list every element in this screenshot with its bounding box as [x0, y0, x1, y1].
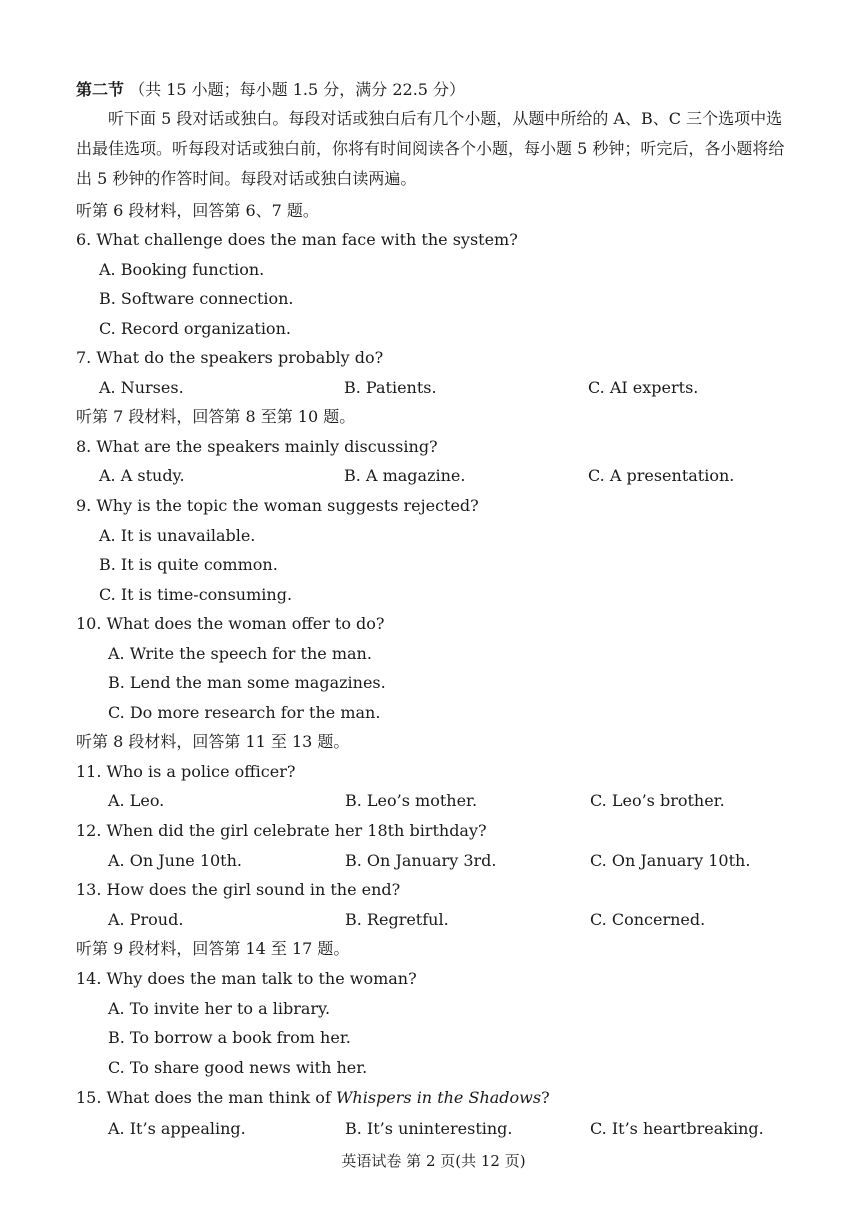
- section-note: （共 15 小题；每小题 1.5 分，满分 22.5 分）: [129, 80, 466, 99]
- option-b: B. To borrow a book from her.: [108, 1028, 351, 1047]
- question-stem: 7. What do the speakers probably do?: [76, 348, 384, 367]
- group-heading: 听第 8 段材料，回答第 11 至 13 题。: [76, 732, 350, 751]
- option-b: B. Patients.: [344, 378, 437, 397]
- option-a: A. Nurses.: [99, 378, 184, 397]
- option-b: B. On January 3rd.: [345, 851, 497, 870]
- group-heading: 听第 6 段材料，回答第 6、7 题。: [76, 201, 319, 220]
- question-stem: [76, 1088, 550, 1108]
- book-title: Whispers in the Shadows: [335, 1088, 542, 1107]
- stem-end: ?: [541, 1088, 550, 1107]
- option-a: A. It’s appealing.: [108, 1119, 246, 1138]
- option-b: B. It is quite common.: [99, 555, 278, 574]
- option-c: C. A presentation.: [588, 466, 735, 485]
- option-c: C. Leo’s brother.: [590, 791, 725, 810]
- option-c: C. Concerned.: [590, 910, 706, 929]
- option-b: B. Leo’s mother.: [345, 791, 478, 810]
- option-a: A. On June 10th.: [108, 851, 242, 870]
- question-stem: 12. When did the girl celebrate her 18th birthday?: [76, 821, 487, 840]
- option-b: B. A magazine.: [344, 466, 466, 485]
- option-a: A. A study.: [99, 466, 185, 485]
- option-a: A. To invite her to a library.: [108, 999, 331, 1018]
- group-heading: 听第 9 段材料，回答第 14 至 17 题。: [76, 939, 350, 958]
- option-c: C. To share good news with her.: [108, 1058, 368, 1077]
- option-c: C. It is time-consuming.: [99, 585, 293, 604]
- section-header: [76, 80, 465, 100]
- question-stem: 11. Who is a police officer?: [76, 762, 296, 781]
- question-stem: 9. Why is the topic the woman suggests rejected?: [76, 496, 479, 515]
- section-instructions: 听下面 5 段对话或独白。每段对话或独白后有几个小题，从题中所给的 A、B、C 三个选项中选出最佳选项。听每段对话或独白前，你将有时间阅读各个小题，每小题 5 秒钟；听完后，各小题将给出 5 秒钟的作答时间。每段对话或独白读两遍。: [76, 109, 785, 188]
- section-title: 第二节: [76, 80, 125, 99]
- option-a: A. Proud.: [108, 910, 184, 929]
- option-b: B. Software connection.: [99, 289, 294, 308]
- option-c: C. Record organization.: [99, 319, 291, 338]
- option-c: C. It’s heartbreaking.: [590, 1119, 764, 1138]
- group-heading: 听第 7 段材料，回答第 8 至第 10 题。: [76, 407, 356, 426]
- option-a: A. Leo.: [108, 791, 165, 810]
- question-stem: 6. What challenge does the man face with the system?: [76, 230, 518, 249]
- option-c: C. AI experts.: [588, 378, 699, 397]
- question-stem: 13. How does the girl sound in the end?: [76, 880, 401, 899]
- option-c: C. On January 10th.: [590, 851, 751, 870]
- option-a: A. Booking function.: [99, 260, 265, 279]
- option-b: B. Lend the man some magazines.: [108, 673, 386, 692]
- option-a: A. Write the speech for the man.: [108, 644, 372, 663]
- page-footer: 英语试卷 第 2 页(共 12 页): [341, 1152, 526, 1170]
- stem-text: 15. What does the man think of: [76, 1088, 336, 1107]
- option-a: A. It is unavailable.: [99, 526, 256, 545]
- question-stem: 10. What does the woman offer to do?: [76, 614, 385, 633]
- question-stem: 8. What are the speakers mainly discussing?: [76, 437, 438, 456]
- question-stem: 14. Why does the man talk to the woman?: [76, 969, 417, 988]
- option-b: B. It’s uninteresting.: [345, 1119, 513, 1138]
- option-b: B. Regretful.: [345, 910, 449, 929]
- option-c: C. Do more research for the man.: [108, 703, 381, 722]
